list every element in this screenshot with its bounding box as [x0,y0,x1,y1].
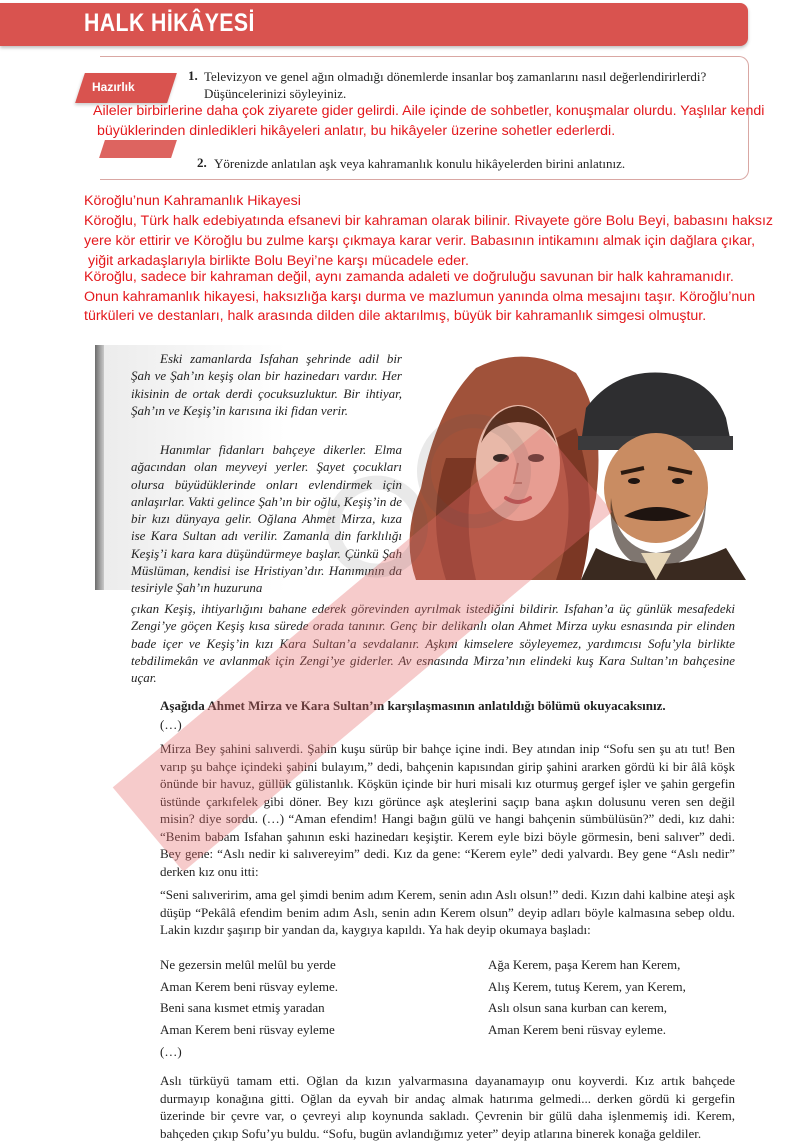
koroglu-line: Köroğlu, Türk halk edebiyatında efsanevi bir kahraman olarak bilinir. Rivayete göre Bolu Beyi, babasını haksız [84,213,774,229]
section-title: HALK HİKÂYESİ [84,9,255,37]
poem-line: Beni sana kısmet etmiş yaradan [160,1000,325,1016]
poem-line: Aman Kerem beni rüsvay eyleme. [160,978,338,994]
man-figure-icon [578,372,746,580]
question-2-text: Yörenizde anlatılan aşk veya kahramanlık konulu hikâyelerden birini anlatınız. [214,156,626,171]
reading-paragraph-2: “Seni salıveririm, ama gel şimdi benim adım Kerem, senin adın Aslı olsun!” dedi. Kızın dahi kalbine ateşi aşk düşüp “Pekâlâ efendim benim adım Aslı, senin adın Kerem olsun” deyip adları böyle kalmasına sebep oldu. Lakin kızdır şaşırıp bir yandan da, kaygıya kapıldı. Ya hak deyip okumaya başladı: [160,887,735,937]
intro-paragraph-2-continued: çıkan Keşiş, ihtiyarlığını bahane ederek görevinden ayrılmak istediğini bildirir. Isfahan’a üç günlük mesafedeki Zengi’ye göçen Keşiş kısa sürede orada tanınır. Genç bir delikanlı olan Ahmet Mirza uyku esnasında pir elinden bade içer ve Keşiş’in kızı Kara Sultan’a sevdalanır. Aşkını kimselere söyleyemez, yardımcısı Sofu’yla birlikte tebdilimekân ve avlanmak için Zengi’ye giderler. Av esnasında Mirza’nın elindeki kuş Kara Sultan’ın bahçesine uçar. [131,601,735,686]
question-2-number: 2. [197,155,207,170]
poem-ellipsis: (…) [160,1043,182,1059]
characters-illustration [406,348,748,580]
koroglu-title: Köroğlu’nun Kahramanlık Hikayesi [84,193,301,209]
poem-line: Ağa Kerem, paşa Kerem han Kerem, [488,957,681,972]
preparation-badge-tail [99,140,177,158]
preparation-badge-label: Hazırlık [92,80,135,94]
question-1-line-2: Düşüncelerinizi söyleyiniz. [204,86,347,101]
intro-paragraph-1: Eski zamanlarda Isfahan şehrinde adil bir Şah ve Şah’ın keşiş olan bir hazinedarı vardır. Her ikisinin de ortak derdi çocuksuzluktur. Bir ihtiyar, Şah’ın ve Keşiş’in karısına iki fidan verir. [131,351,402,418]
reading-paragraph-1: Mirza Bey şahini salıverdi. Şahin kuşu sürüp bir bahçe içine indi. Bey atından inip “Sofu sen şu atı tut! Ben varıp şu bahçe içindeki şahini bulayım,” dedi, bahçenin kapısından girip şahini ararken gördü ki bir âlâ köşk önünde bir havuz, güllük gülistanlık. Köşkün içinde bir huri misali kız oturmuş gergef işler ve şahin gergefin üstünde çarkıfelek gibi döner. Bey kızı görünce aşk ateşlerini saçıp bana aşkın dolusunu veren sen değil misin? diye sordu. (…) “Aman efendim! Hangi bağın gülü ve hangi bahçenin sümbülüsün?” dedi, kız dahi: “Benim babam Isfahan şahının eski hazinedarı keşiştir. Kerem eyle bizi böyle görmesin, beni salıver” dedi. Bey gene: “Aslı nedir ki salıvereyim” dedi. Kız da gene: “Kerem eyle” dedi yalvardı. Bey gene “Aslı nedir” derken kız onu itti: [160,741,735,879]
answer-line-2: büyüklerinden dinledikleri hikâyeleri anlatır, bu hikâyeler üzerine sohetler ederlerdi. [97,123,616,139]
poem-line: Ne gezersin melûl melûl bu yerde [160,957,336,972]
koroglu-line: türküleri ve destanları, halk arasında dilden dile aktarılmış, büyük bir kahramanlık simgesi olmuştur. [84,308,707,324]
intro-paragraph-2: Hanımlar fidanları bahçeye dikerler. Elma ağacından olan meyveyi yerler. Şayet çocukları olursa büyüdüklerinde onları evlendirmek için anlaşırlar. Vakti gelince Şah’ın bir oğlu, Keşiş’in de bir kızı dünyaya gelir. Oğlana Ahmet Mirza, kıza ise Kara Sultan adı verilir. Zamanla din farklılığı Keşiş’i kara kara düşündürmeye başlar. Çünkü Şah Müslüman, kendisi ise Hristiyan’dır. Hanımının da tesiriyle Şah’ın huzuruna [131,442,402,596]
koroglu-line: Onun kahramanlık hikayesi, haksızlığa karşı durma ve mazlumun yanında olma mesajını taşır. Köroğlu’nun [84,289,756,305]
question-1-line-1: Televizyon ve genel ağın olmadığı dönemlerde insanlar boş zamanlarını nasıl değerlendirirlerdi? [204,69,707,84]
woman-figure-icon [410,357,599,580]
question-1-number: 1. [188,68,198,83]
poem-left-column [160,954,338,1063]
koroglu-line: yere kör ettirir ve Köroğlu bu zulme karşı çıkmaya karar verir. Babasının intikamını almak için dağlara çıkar, [84,233,756,249]
poem-line: Aman Kerem beni rüsvay eyleme [160,1022,335,1038]
answer-line-1: Aileler birbirlerine daha çok ziyarete gider gelirdi. Aile içinde de sohbetler, konuşmalar olurdu. Yaşlılar kendi [93,103,765,119]
poem-line: Alış Kerem, tutuş Kerem, yan Kerem, [488,978,686,994]
intro-side-bar [95,345,104,590]
poem-line: Aman Kerem beni rüsvay eyleme. [488,1022,666,1038]
poem-line: Aslı olsun sana kurban can kerem, [488,1000,668,1016]
reading-instruction: Aşağıda Ahmet Mirza ve Kara Sultan’ın karşılaşmasının anlatıldığı bölümü okuyacaksınız. [160,698,666,713]
koroglu-line: Köroğlu, sadece bir kahraman değil, aynı zamanda adaleti ve doğruluğu savunan bir halk kahramanıdır. [84,269,734,285]
closing-paragraph: Aslı türküyü tamam etti. Oğlan da kızın yalvarmasına dayanamayıp onu koyverdi. Kız artık bahçede durmayıp konağına gitti. Oğlan da eyvah bir andaç almak hatırıma gelmedi... derken gördü ki gergefin üzerinde bir çevre var, o çevreyi alıp koynunda sakladı. Çevrenin bir gülü daha işlenmemiş idi. Kerem, bahçeden çıkıp Sofu’yu buldu. “Sofu, bugün avlandığımız yeter” deyip atlarına binerek konağa geldiler. [160,1073,735,1141]
poem-right-column [488,954,686,1041]
reading-ellipsis: (…) [160,717,182,732]
koroglu-line: yiğit arkadaşlarıyla birlikte Bolu Beyi’ne karşı mücadele eder. [88,253,469,269]
